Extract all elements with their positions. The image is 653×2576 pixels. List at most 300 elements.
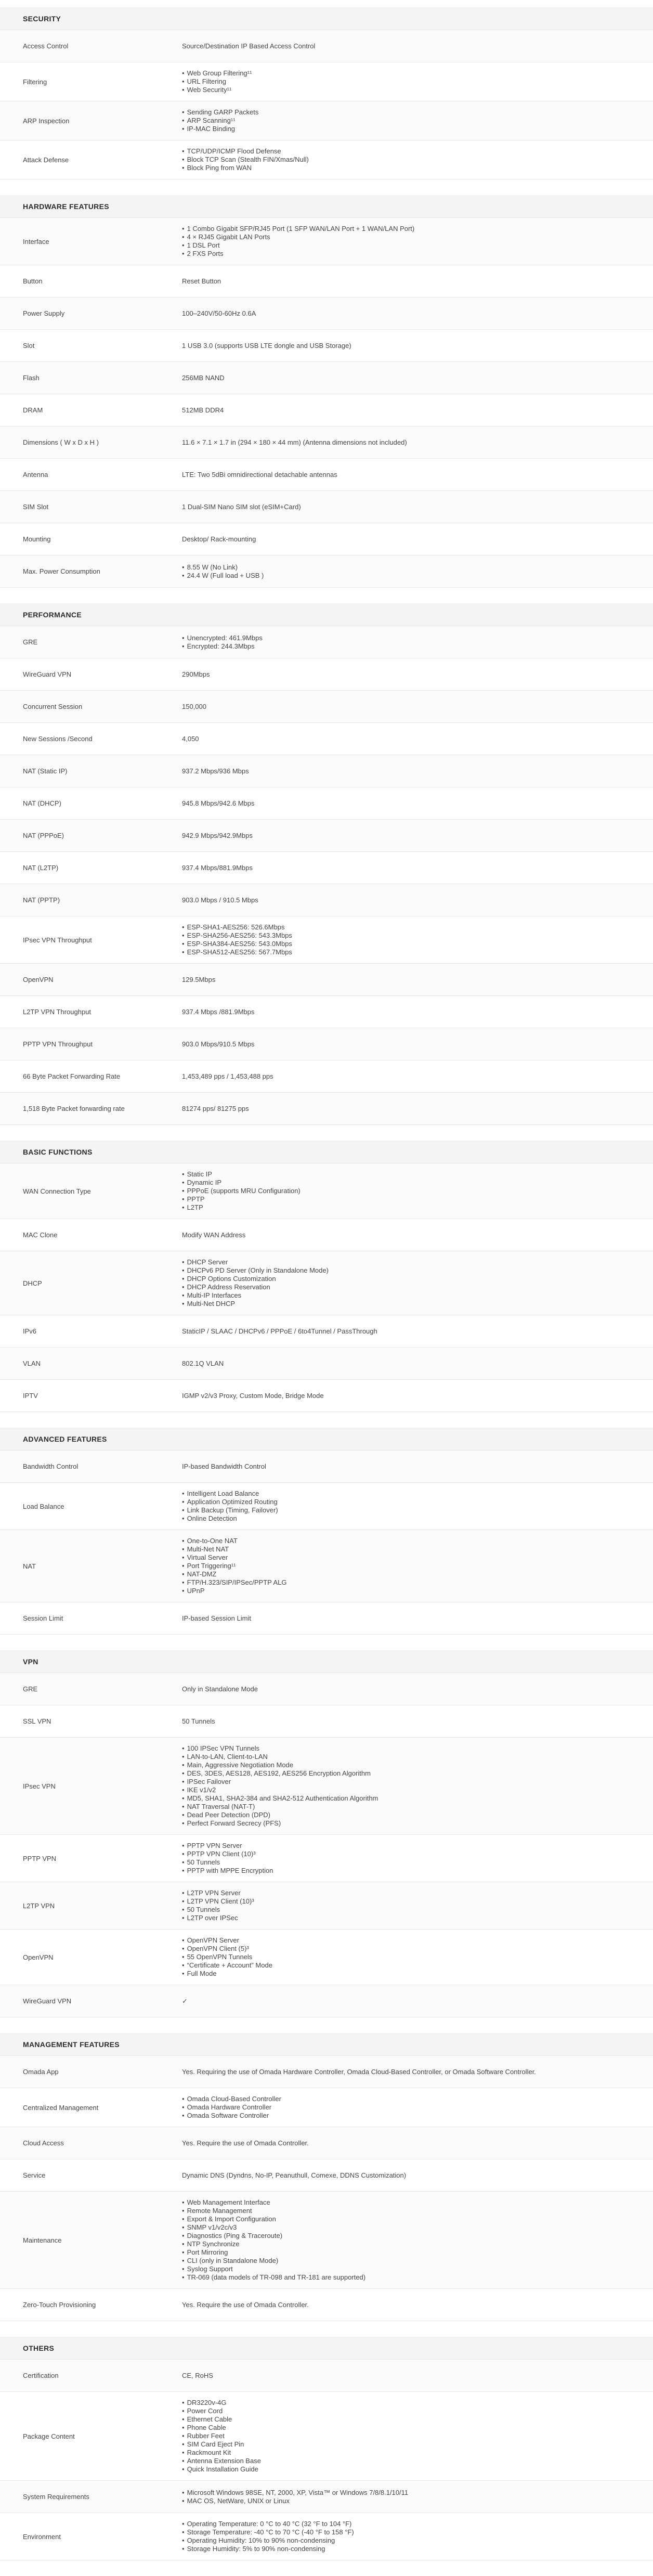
spec-label: IPsec VPN bbox=[23, 1782, 56, 1790]
spec-value-text: ✓ bbox=[182, 1997, 188, 2005]
spec-row-nat-dhcp bbox=[0, 787, 653, 820]
spec-value-text: IGMP v2/v3 Proxy, Custom Mode, Bridge Mode bbox=[182, 1391, 324, 1400]
spec-row-gre bbox=[0, 626, 653, 658]
spec-list-item: • Multi-IP Interfaces bbox=[182, 1291, 622, 1300]
spec-value bbox=[156, 1258, 653, 1308]
spec-list-item: • Dynamic IP bbox=[182, 1179, 622, 1187]
spec-label: Concurrent Session bbox=[23, 703, 83, 710]
spec-value bbox=[156, 277, 653, 286]
spec-list-item: • MAC OS, NetWare, UNIX or Linux bbox=[182, 2497, 463, 2505]
spec-row-ipsec-vpn-throughput bbox=[0, 916, 653, 964]
spec-list-item: • Antenna Extension Base bbox=[182, 2457, 622, 2465]
spec-value bbox=[156, 1490, 653, 1523]
section-title: HARDWARE FEATURES bbox=[0, 195, 653, 218]
spec-row-mounting bbox=[0, 523, 653, 555]
spec-list-item: • Full Mode bbox=[182, 1970, 622, 1978]
spec-list-item: • DHCP Server bbox=[182, 1258, 622, 1266]
spec-list-item: • IPSec Failover bbox=[182, 1778, 622, 1786]
spec-label: WAN Connection Type bbox=[23, 1187, 91, 1195]
spec-list-item: • Diagnostics (Ping & Traceroute) bbox=[182, 2232, 622, 2240]
spec-list-item: • NAT-DMZ bbox=[182, 1570, 622, 1578]
spec-list-item: • Omada Cloud-Based Controller bbox=[182, 2095, 622, 2103]
spec-list-item: • Port Mirroring bbox=[182, 2248, 622, 2257]
spec-row-ssl-vpn bbox=[0, 1705, 653, 1738]
spec-value bbox=[156, 69, 653, 94]
spec-list-item: • 1 DSL Port bbox=[182, 241, 622, 250]
section-title: ADVANCED FEATURES bbox=[0, 1428, 653, 1451]
spec-list-item: • Rubber Feet bbox=[182, 2432, 622, 2440]
spec-value bbox=[156, 374, 653, 382]
spec-value-text: Source/Destination IP Based Access Control bbox=[182, 42, 316, 50]
spec-value-text: Only in Standalone Mode bbox=[182, 1685, 258, 1693]
spec-row-dhcp bbox=[0, 1251, 653, 1315]
spec-list-item: • Block TCP Scan (Stealth FIN/Xmas/Null) bbox=[182, 156, 622, 164]
spec-value-text: StaticIP / SLAAC / DHCPv6 / PPPoE / 6to4Tunnel / PassThrough bbox=[182, 1327, 377, 1335]
spec-value bbox=[156, 670, 653, 679]
spec-list-item: • DES, 3DES, AES128, AES192, AES256 Encryption Algorithm bbox=[182, 1769, 622, 1778]
spec-value bbox=[156, 342, 653, 350]
spec-list-item: • ESP-SHA384-AES256: 543.0Mbps bbox=[182, 940, 622, 948]
spec-row-iptv bbox=[0, 1380, 653, 1412]
spec-list-item: • Quick Installation Guide bbox=[182, 2465, 622, 2474]
spec-row-nat-pptp bbox=[0, 884, 653, 916]
spec-row-gre bbox=[0, 1673, 653, 1705]
spec-value bbox=[156, 1231, 653, 1239]
spec-list-item: • DHCPv6 PD Server (Only in Standalone Mode) bbox=[182, 1266, 622, 1275]
spec-value bbox=[156, 309, 653, 318]
spec-value-text: IP-based Session Limit bbox=[182, 1614, 251, 1622]
spec-list-item: • 100 IPSec VPN Tunnels bbox=[182, 1744, 622, 1753]
spec-list-item: • 24.4 W (Full load + USB ) bbox=[182, 572, 622, 580]
spec-value-text: 945.8 Mbps/942.6 Mbps bbox=[182, 799, 255, 807]
spec-list-item: • Web Security¹¹ bbox=[182, 86, 622, 94]
spec-value-text: Modify WAN Address bbox=[182, 1231, 246, 1239]
spec-value bbox=[156, 735, 653, 743]
spec-list-item: • Block Ping from WAN bbox=[182, 164, 622, 172]
spec-row-attack-defense bbox=[0, 140, 653, 179]
spec-row-dimensions-w-x-d-x-h bbox=[0, 426, 653, 459]
spec-row-dram bbox=[0, 394, 653, 426]
spec-list-item: • UPnP bbox=[182, 1587, 622, 1595]
spec-list-item: • SNMP v1/v2c/v3 bbox=[182, 2223, 622, 2232]
spec-value bbox=[156, 1717, 653, 1726]
spec-value-text: 11.6 × 7.1 × 1.7 in (294 × 180 × 44 mm) (Antenna dimensions not included) bbox=[182, 438, 407, 446]
spec-value-text: 256MB NAND bbox=[182, 373, 225, 382]
spec-list-item: • Main, Aggressive Negotiation Mode bbox=[182, 1761, 622, 1769]
spec-value-text: Desktop/ Rack-mounting bbox=[182, 535, 256, 543]
spec-list-item: • 4 × RJ45 Gigabit LAN Ports bbox=[182, 233, 622, 241]
spec-value-text: 50 Tunnels bbox=[182, 1717, 215, 1725]
spec-list-item: • L2TP over IPSec bbox=[182, 1914, 622, 1922]
spec-value-text: 1,453,489 pps / 1,453,488 pps bbox=[182, 1072, 273, 1080]
spec-list-item: • L2TP bbox=[182, 1203, 622, 1212]
spec-row-ipsec-vpn bbox=[0, 1738, 653, 1835]
section-title: BASIC FUNCTIONS bbox=[0, 1141, 653, 1163]
spec-label: 1,518 Byte Packet forwarding rate bbox=[23, 1105, 125, 1112]
spec-row-wan-connection-type bbox=[0, 1163, 653, 1219]
spec-value bbox=[156, 1614, 653, 1623]
spec-label: IPTV bbox=[23, 1392, 38, 1400]
spec-value bbox=[156, 1997, 653, 2005]
spec-row-bandwidth-control bbox=[0, 1451, 653, 1483]
spec-value-text: IP-based Bandwidth Control bbox=[182, 1462, 266, 1470]
spec-value bbox=[156, 799, 653, 808]
spec-value bbox=[156, 503, 653, 511]
spec-value-text: 1 USB 3.0 (supports USB LTE dongle and USB Storage) bbox=[182, 341, 351, 349]
spec-list-item: • Online Detection bbox=[182, 1514, 622, 1523]
spec-value bbox=[156, 1537, 653, 1595]
spec-label: SSL VPN bbox=[23, 1717, 51, 1725]
spec-value bbox=[156, 2068, 653, 2076]
spec-row-interface bbox=[0, 218, 653, 265]
spec-row-vlan bbox=[0, 1348, 653, 1380]
spec-label: System Requirements bbox=[23, 2493, 89, 2501]
spec-value-text: Reset Button bbox=[182, 277, 221, 285]
spec-list-item: • Perfect Forward Secrecy (PFS) bbox=[182, 1819, 622, 1828]
spec-value-text: 4,050 bbox=[182, 734, 199, 743]
section-basic-functions bbox=[0, 1141, 653, 1412]
spec-label: New Sessions /Second bbox=[23, 735, 93, 743]
spec-list-item: • Storage Humidity: 5% to 90% non-condensing bbox=[182, 2545, 622, 2553]
spec-label: L2TP VPN bbox=[23, 1901, 55, 1910]
spec-label: Session Limit bbox=[23, 1614, 63, 1622]
spec-list-item: • Multi-Net NAT bbox=[182, 1545, 622, 1554]
spec-value bbox=[156, 1685, 653, 1693]
spec-row-arp-inspection bbox=[0, 101, 653, 140]
spec-label: PPTP VPN bbox=[23, 1854, 57, 1862]
spec-value-text: 129.5Mbps bbox=[182, 975, 216, 983]
spec-list-item: • Remote Management bbox=[182, 2207, 622, 2215]
spec-row-centralized-management bbox=[0, 2088, 653, 2127]
section-title: MANAGEMENT FEATURES bbox=[0, 2033, 653, 2056]
spec-label: ARP Inspection bbox=[23, 116, 70, 125]
spec-value-text: CE, RoHS bbox=[182, 2371, 213, 2379]
spec-list-item: • ESP-SHA512-AES256: 567.7Mbps bbox=[182, 948, 622, 956]
spec-label: NAT bbox=[23, 1562, 36, 1570]
spec-label: GRE bbox=[23, 638, 38, 646]
spec-label: WireGuard VPN bbox=[23, 1997, 72, 2005]
spec-value bbox=[156, 923, 653, 956]
spec-value bbox=[156, 1008, 653, 1016]
spec-row-power-supply bbox=[0, 297, 653, 330]
spec-list-item: • PPTP with MPPE Encryption bbox=[182, 1867, 622, 1875]
spec-list-item: • PPPoE (supports MRU Configuration) bbox=[182, 1187, 622, 1195]
spec-list-item: • Encrypted: 244.3Mbps bbox=[182, 642, 622, 651]
spec-list-item: • ESP-SHA1-AES256: 526.6Mbps bbox=[182, 923, 622, 931]
spec-value bbox=[156, 976, 653, 984]
spec-row-antenna bbox=[0, 459, 653, 491]
spec-row-ipv6 bbox=[0, 1315, 653, 1348]
spec-value bbox=[156, 108, 653, 133]
spec-list-item: • OpenVPN Server bbox=[182, 1936, 622, 1945]
spec-label: IPsec VPN Throughput bbox=[23, 936, 92, 944]
spec-label: Certification bbox=[23, 2372, 59, 2379]
spec-row-filtering bbox=[0, 62, 653, 101]
spec-list-item: • PPTP bbox=[182, 1195, 622, 1203]
spec-list-item: • Phone Cable bbox=[182, 2424, 622, 2432]
spec-value bbox=[156, 1889, 653, 1922]
spec-row-nat bbox=[0, 1530, 653, 1602]
spec-value-text: 81274 pps/ 81275 pps bbox=[182, 1104, 249, 1112]
spec-value bbox=[156, 2399, 653, 2474]
spec-label: Bandwidth Control bbox=[23, 1462, 79, 1470]
spec-list-item: • 8.55 W (No Link) bbox=[182, 563, 622, 572]
spec-value bbox=[156, 634, 653, 651]
spec-label: Interface bbox=[23, 237, 49, 245]
spec-value bbox=[156, 1936, 653, 1978]
spec-value bbox=[156, 2095, 653, 2120]
spec-value-text: 903.0 Mbps / 910.5 Mbps bbox=[182, 896, 258, 904]
spec-label: WireGuard VPN bbox=[23, 670, 72, 678]
spec-list-item: • 50 Tunnels bbox=[182, 1906, 622, 1914]
spec-label: Cloud Access bbox=[23, 2139, 64, 2147]
spec-value bbox=[156, 767, 653, 775]
spec-list-item: • L2TP VPN Server bbox=[182, 1889, 622, 1897]
spec-label: Centralized Management bbox=[23, 2103, 99, 2112]
spec-row-wireguard-vpn bbox=[0, 658, 653, 691]
spec-value-text: 100–240V/50-60Hz 0.6A bbox=[182, 309, 256, 317]
spec-row-environment bbox=[0, 2513, 653, 2560]
spec-value bbox=[156, 406, 653, 415]
spec-row-l2tp-vpn-throughput bbox=[0, 996, 653, 1028]
spec-value-text: 150,000 bbox=[182, 702, 206, 710]
spec-value-text: LTE: Two 5dBi omnidirectional detachable antennas bbox=[182, 470, 337, 478]
spec-label: Environment bbox=[23, 2532, 61, 2541]
spec-value bbox=[156, 2520, 653, 2553]
spec-list-item: • Dead Peer Detection (DPD) bbox=[182, 1811, 622, 1819]
spec-value-text: 937.4 Mbps /881.9Mbps bbox=[182, 1007, 255, 1016]
spec-label: NAT (PPPoE) bbox=[23, 832, 64, 839]
spec-label: OpenVPN bbox=[23, 1953, 54, 1961]
spec-row-load-balance bbox=[0, 1483, 653, 1530]
spec-list-item: • TCP/UDP/ICMP Flood Defense bbox=[182, 147, 622, 156]
spec-value bbox=[156, 225, 653, 258]
spec-list-item: • URL Filtering bbox=[182, 77, 622, 86]
spec-row-concurrent-session bbox=[0, 691, 653, 723]
spec-list-item: • One-to-One NAT bbox=[182, 1537, 622, 1545]
spec-label: IPv6 bbox=[23, 1327, 37, 1335]
section-advanced-features bbox=[0, 1428, 653, 1635]
spec-value-text: 903.0 Mbps/910.5 Mbps bbox=[182, 1040, 255, 1048]
spec-list-item: • Rackmount Kit bbox=[182, 2449, 622, 2457]
spec-label: Filtering bbox=[23, 77, 47, 86]
spec-value bbox=[156, 1842, 653, 1875]
spec-value bbox=[156, 2198, 653, 2282]
spec-row-66-byte-packet-forwarding-rate bbox=[0, 1060, 653, 1093]
spec-row-nat-static-ip bbox=[0, 755, 653, 787]
spec-value-text: 937.2 Mbps/936 Mbps bbox=[182, 767, 249, 775]
spec-label: Omada App bbox=[23, 2068, 59, 2076]
spec-label: Dimensions ( W x D x H ) bbox=[23, 438, 99, 446]
spec-row-session-limit bbox=[0, 1602, 653, 1635]
spec-list-item: • Application Optimized Routing bbox=[182, 1498, 622, 1506]
spec-list-item: • Storage Temperature: -40 °C to 70 °C (-40 °F to 158 °F) bbox=[182, 2528, 622, 2536]
spec-list-item: • LAN-to-LAN, Client-to-LAN bbox=[182, 1753, 622, 1761]
spec-value-text: 512MB DDR4 bbox=[182, 406, 224, 414]
spec-label: Attack Defense bbox=[23, 156, 69, 164]
spec-row-certification bbox=[0, 2360, 653, 2392]
spec-row-1-518-byte-packet-forwarding-rate bbox=[0, 1093, 653, 1125]
spec-list-item: • Export & Import Configuration bbox=[182, 2215, 622, 2223]
spec-list-item: • OpenVPN Client (5)³ bbox=[182, 1945, 622, 1953]
spec-value bbox=[156, 1462, 653, 1471]
spec-label: Mounting bbox=[23, 535, 51, 543]
spec-value bbox=[156, 1170, 653, 1212]
spec-label: DRAM bbox=[23, 406, 43, 414]
spec-value bbox=[156, 896, 653, 904]
spec-list-item: • 55 OpenVPN Tunnels bbox=[182, 1953, 622, 1961]
spec-value bbox=[156, 1392, 653, 1400]
spec-value bbox=[156, 42, 653, 50]
spec-list-item: • Web Management Interface bbox=[182, 2198, 622, 2207]
section-title: OTHERS bbox=[0, 2337, 653, 2360]
spec-row-access-control bbox=[0, 30, 653, 62]
spec-list-item: • Web Group Filtering¹¹ bbox=[182, 69, 622, 77]
spec-row-max-power-consumption bbox=[0, 555, 653, 588]
spec-label: Antenna bbox=[23, 471, 48, 478]
spec-value-text: 942.9 Mbps/942.9Mbps bbox=[182, 831, 253, 839]
spec-value bbox=[156, 703, 653, 711]
spec-list-item: • NTP Synchronize bbox=[182, 2240, 622, 2248]
spec-value-text: Dynamic DNS (Dyndns, No-IP, Peanuthull, Comexe, DDNS Customization) bbox=[182, 2171, 407, 2179]
spec-label: Maintenance bbox=[23, 2236, 62, 2244]
section-hardware-features bbox=[0, 195, 653, 588]
spec-list-item: • “Certificate + Account” Mode bbox=[182, 1961, 622, 1970]
spec-label: NAT (PPTP) bbox=[23, 896, 60, 904]
spec-list-item: • CLI (only in Standalone Mode) bbox=[182, 2257, 622, 2265]
spec-row-maintenance bbox=[0, 2192, 653, 2289]
spec-list-item: • Static IP bbox=[182, 1170, 622, 1179]
spec-row-pptp-vpn bbox=[0, 1835, 653, 1882]
spec-row-nat-pppoe bbox=[0, 820, 653, 852]
section-performance bbox=[0, 603, 653, 1125]
spec-row-slot bbox=[0, 330, 653, 362]
spec-list-item: • Power Cord bbox=[182, 2407, 622, 2415]
spec-row-nat-l2tp bbox=[0, 852, 653, 884]
spec-list-item: • DHCP Options Customization bbox=[182, 1275, 622, 1283]
section-vpn bbox=[0, 1650, 653, 2017]
spec-label: Access Control bbox=[23, 42, 69, 50]
spec-value bbox=[156, 832, 653, 840]
spec-value bbox=[156, 1744, 653, 1828]
spec-value-text: 937.4 Mbps/881.9Mbps bbox=[182, 863, 253, 872]
spec-label: VLAN bbox=[23, 1360, 41, 1367]
spec-value bbox=[156, 563, 653, 580]
spec-list-item: • Port Triggering¹¹ bbox=[182, 1562, 622, 1570]
spec-row-omada-app bbox=[0, 2056, 653, 2088]
spec-row-openvpn bbox=[0, 964, 653, 996]
spec-list-item: • Operating Temperature: 0 °C to 40 °C (32 °F to 104 °F) bbox=[182, 2520, 622, 2528]
spec-label: Service bbox=[23, 2171, 46, 2179]
spec-label: PPTP VPN Throughput bbox=[23, 1040, 93, 1048]
spec-row-mac-clone bbox=[0, 1219, 653, 1251]
spec-list-item: • Omada Hardware Controller bbox=[182, 2103, 622, 2112]
spec-list-item: • TR-069 (data models of TR-098 and TR-181 are supported) bbox=[182, 2273, 622, 2282]
spec-label: NAT (L2TP) bbox=[23, 864, 59, 872]
spec-value bbox=[156, 1105, 653, 1113]
spec-list-item: • Intelligent Load Balance bbox=[182, 1490, 622, 1498]
spec-list-item: • IKE v1/v2 bbox=[182, 1786, 622, 1794]
spec-value bbox=[156, 1040, 653, 1048]
spec-list-item: • 50 Tunnels bbox=[182, 1858, 622, 1867]
spec-value bbox=[156, 2489, 653, 2505]
spec-list-item: • PPTP VPN Client (10)³ bbox=[182, 1850, 622, 1858]
spec-row-l2tp-vpn bbox=[0, 1882, 653, 1930]
spec-list-item: • Microsoft Windows 98SE, NT, 2000, XP, Vista™ or Windows 7/8/8.1/10/11 bbox=[182, 2489, 463, 2497]
spec-value bbox=[156, 1072, 653, 1081]
spec-value-text: Yes. Requiring the use of Omada Hardware Controller, Omada Cloud-Based Controller, or Omada Software Controller. bbox=[182, 2067, 536, 2076]
spec-list-item: • DR3220v-4G bbox=[182, 2399, 622, 2407]
spec-row-openvpn bbox=[0, 1930, 653, 1985]
spec-row-sim-slot bbox=[0, 491, 653, 523]
spec-row-pptp-vpn-throughput bbox=[0, 1028, 653, 1060]
spec-list-item: • ESP-SHA256-AES256: 543.3Mbps bbox=[182, 931, 622, 940]
spec-value bbox=[156, 438, 653, 447]
spec-row-wireguard-vpn bbox=[0, 1985, 653, 2017]
spec-label: L2TP VPN Throughput bbox=[23, 1008, 92, 1016]
spec-row-new-sessions-second bbox=[0, 723, 653, 755]
spec-value bbox=[156, 2372, 653, 2380]
spec-row-service bbox=[0, 2159, 653, 2192]
spec-list-item: • L2TP VPN Client (10)³ bbox=[182, 1897, 622, 1906]
spec-value bbox=[156, 2139, 653, 2147]
spec-list-item: • ARP Scanning¹¹ bbox=[182, 116, 622, 125]
spec-list-item: • Unencrypted: 461.9Mbps bbox=[182, 634, 622, 642]
spec-list-item: • Ethernet Cable bbox=[182, 2415, 622, 2424]
spec-list-item: • 1 Combo Gigabit SFP/RJ45 Port (1 SFP WAN/LAN Port + 1 WAN/LAN Port) bbox=[182, 225, 622, 233]
spec-label: Zero-Touch Provisioning bbox=[23, 2301, 96, 2309]
section-others bbox=[0, 2337, 653, 2560]
spec-label: NAT (Static IP) bbox=[23, 767, 68, 775]
spec-label: Slot bbox=[23, 342, 35, 349]
spec-list-item: • PPTP VPN Server bbox=[182, 1842, 622, 1850]
spec-list-item: • Virtual Server bbox=[182, 1554, 622, 1562]
spec-label: Max. Power Consumption bbox=[23, 567, 100, 575]
spec-value-text: 1 Dual-SIM Nano SIM slot (eSIM+Card) bbox=[182, 502, 301, 511]
spec-label: DHCP bbox=[23, 1279, 42, 1287]
spec-list-item: • Link Backup (Timing, Failover) bbox=[182, 1506, 622, 1514]
spec-value bbox=[156, 1327, 653, 1336]
spec-list-item: • DHCP Address Reservation bbox=[182, 1283, 622, 1291]
spec-label: OpenVPN bbox=[23, 976, 54, 983]
spec-row-cloud-access bbox=[0, 2127, 653, 2159]
section-title: VPN bbox=[0, 1650, 653, 1673]
spec-list-item: • Operating Humidity: 10% to 90% non-condensing bbox=[182, 2536, 622, 2545]
spec-label: GRE bbox=[23, 1685, 38, 1693]
spec-row-button bbox=[0, 265, 653, 297]
spec-value bbox=[156, 147, 653, 172]
spec-value bbox=[156, 2171, 653, 2180]
spec-value bbox=[156, 864, 653, 872]
spec-label: SIM Slot bbox=[23, 503, 49, 511]
spec-row-flash bbox=[0, 362, 653, 394]
spec-list-item: • Syslog Support bbox=[182, 2265, 622, 2273]
spec-row-package-content bbox=[0, 2392, 653, 2481]
spec-list-item: • SIM Card Eject Pin bbox=[182, 2440, 622, 2449]
spec-label: NAT (DHCP) bbox=[23, 799, 61, 807]
spec-list-item: • IP-MAC Binding bbox=[182, 125, 622, 133]
spec-row-zero-touch-provisioning bbox=[0, 2289, 653, 2321]
spec-label: Button bbox=[23, 277, 43, 285]
spec-label: Package Content bbox=[23, 2432, 75, 2440]
section-title: SECURITY bbox=[0, 7, 653, 30]
spec-list-item: • Multi-Net DHCP bbox=[182, 1300, 622, 1308]
spec-value-text: 290Mbps bbox=[182, 670, 210, 678]
spec-value bbox=[156, 535, 653, 543]
spec-value-text: Yes. Require the use of Omada Controller. bbox=[182, 2139, 309, 2147]
spec-row-system-requirements bbox=[0, 2481, 653, 2513]
spec-value bbox=[156, 471, 653, 479]
